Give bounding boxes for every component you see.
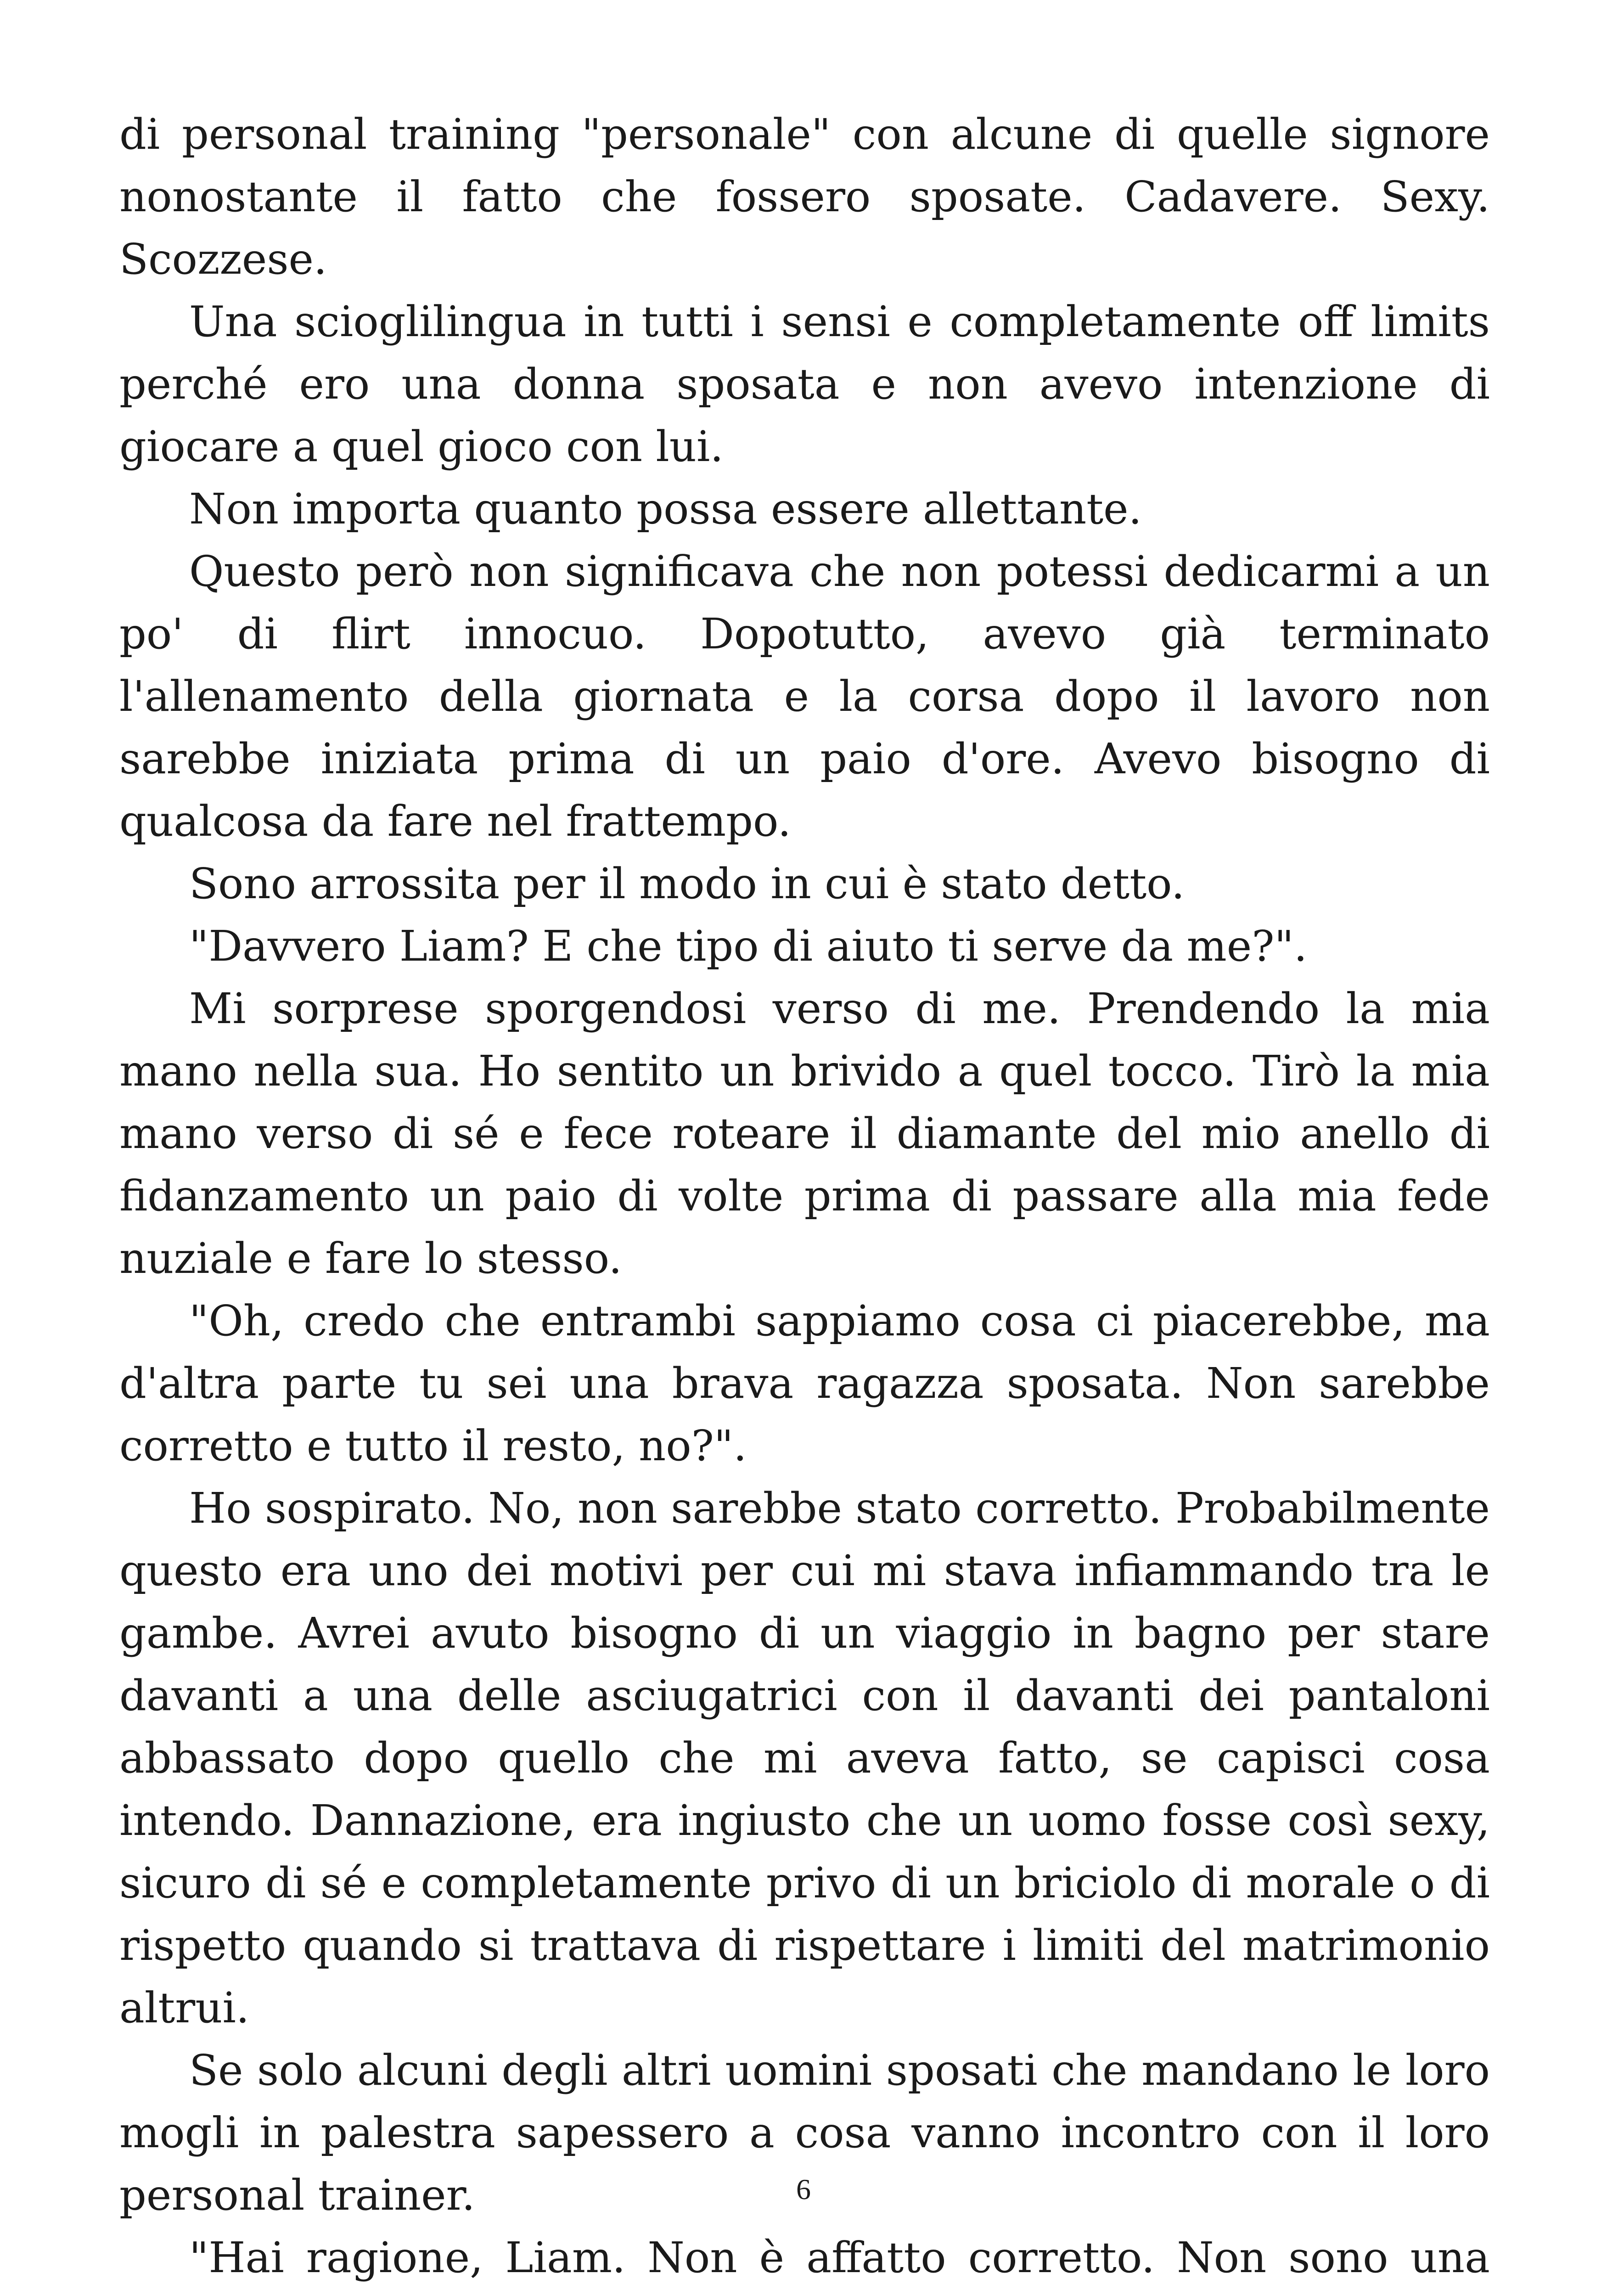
paragraph: Ho sospirato. No, non sarebbe stato corretto. Probabilmente questo era uno dei motivi per cui mi stava infiammando tra le gambe. Avrei avuto bisogno di un viaggio in bagno per stare davanti a una delle asciugatrici con il davanti dei pantaloni abbassato dopo quello che mi aveva fatto, se capisci cosa intendo. Dannazione, era ingiusto che un uomo fosse così sexy, sicuro di sé e completamente privo di un briciolo di morale o di rispetto quando si trattava di rispettare i limiti del matrimonio altrui. (119, 1484, 1490, 2032)
paragraph: "Hai ragione, Liam. Non è affatto corretto. Non sono una (189, 2233, 1490, 2282)
paragraph: Non importa quanto possa essere allettante. (189, 484, 1142, 534)
paragraph: Una scioglilingua in tutti i sensi e completamente off limits perché ero una donna sposata e non avevo intenzione di giocare a quel gioco con lui. (119, 297, 1490, 471)
paragraph: Questo però non significava che non potessi dedicarmi a un po' di flirt innocuo. Dopotutto, avevo già terminato l'allenamento della giornata e la corsa dopo il lavoro non sarebbe iniziata prima di un paio d'ore. Avevo bisogno di qualcosa da fare nel frattempo. (119, 547, 1490, 846)
paragraph: Se solo alcuni degli altri uomini sposati che mandano le loro mogli in palestra sapessero a cosa vanno incontro con il loro personal trainer. (119, 2046, 1490, 2220)
page-number: 6 (796, 2173, 811, 2206)
paragraph: "Davvero Liam? E che tipo di aiuto ti serve da me?". (189, 922, 1308, 971)
paragraph: "Oh, credo che entrambi sappiamo cosa ci piacerebbe, ma d'altra parte tu sei una brava ragazza sposata. Non sarebbe corretto e tutto il resto, no?". (119, 1296, 1490, 1470)
paragraph: Sono arrossita per il modo in cui è stato detto. (189, 859, 1185, 908)
paragraph: di personal training "personale" con alcune di quelle signore nonostante il fatto che fossero sposate. Cadavere. Sexy. Scozzese. (119, 110, 1490, 284)
paragraph: Mi sorprese sporgendosi verso di me. Prendendo la mia mano nella sua. Ho sentito un brivido a quel tocco. Tirò la mia mano verso di sé e fece roteare il diamante del mio anello di fidanzamento un paio di volte prima di passare alla mia fede nuziale e fare lo stesso. (119, 984, 1490, 1283)
page-body (119, 103, 1490, 2296)
